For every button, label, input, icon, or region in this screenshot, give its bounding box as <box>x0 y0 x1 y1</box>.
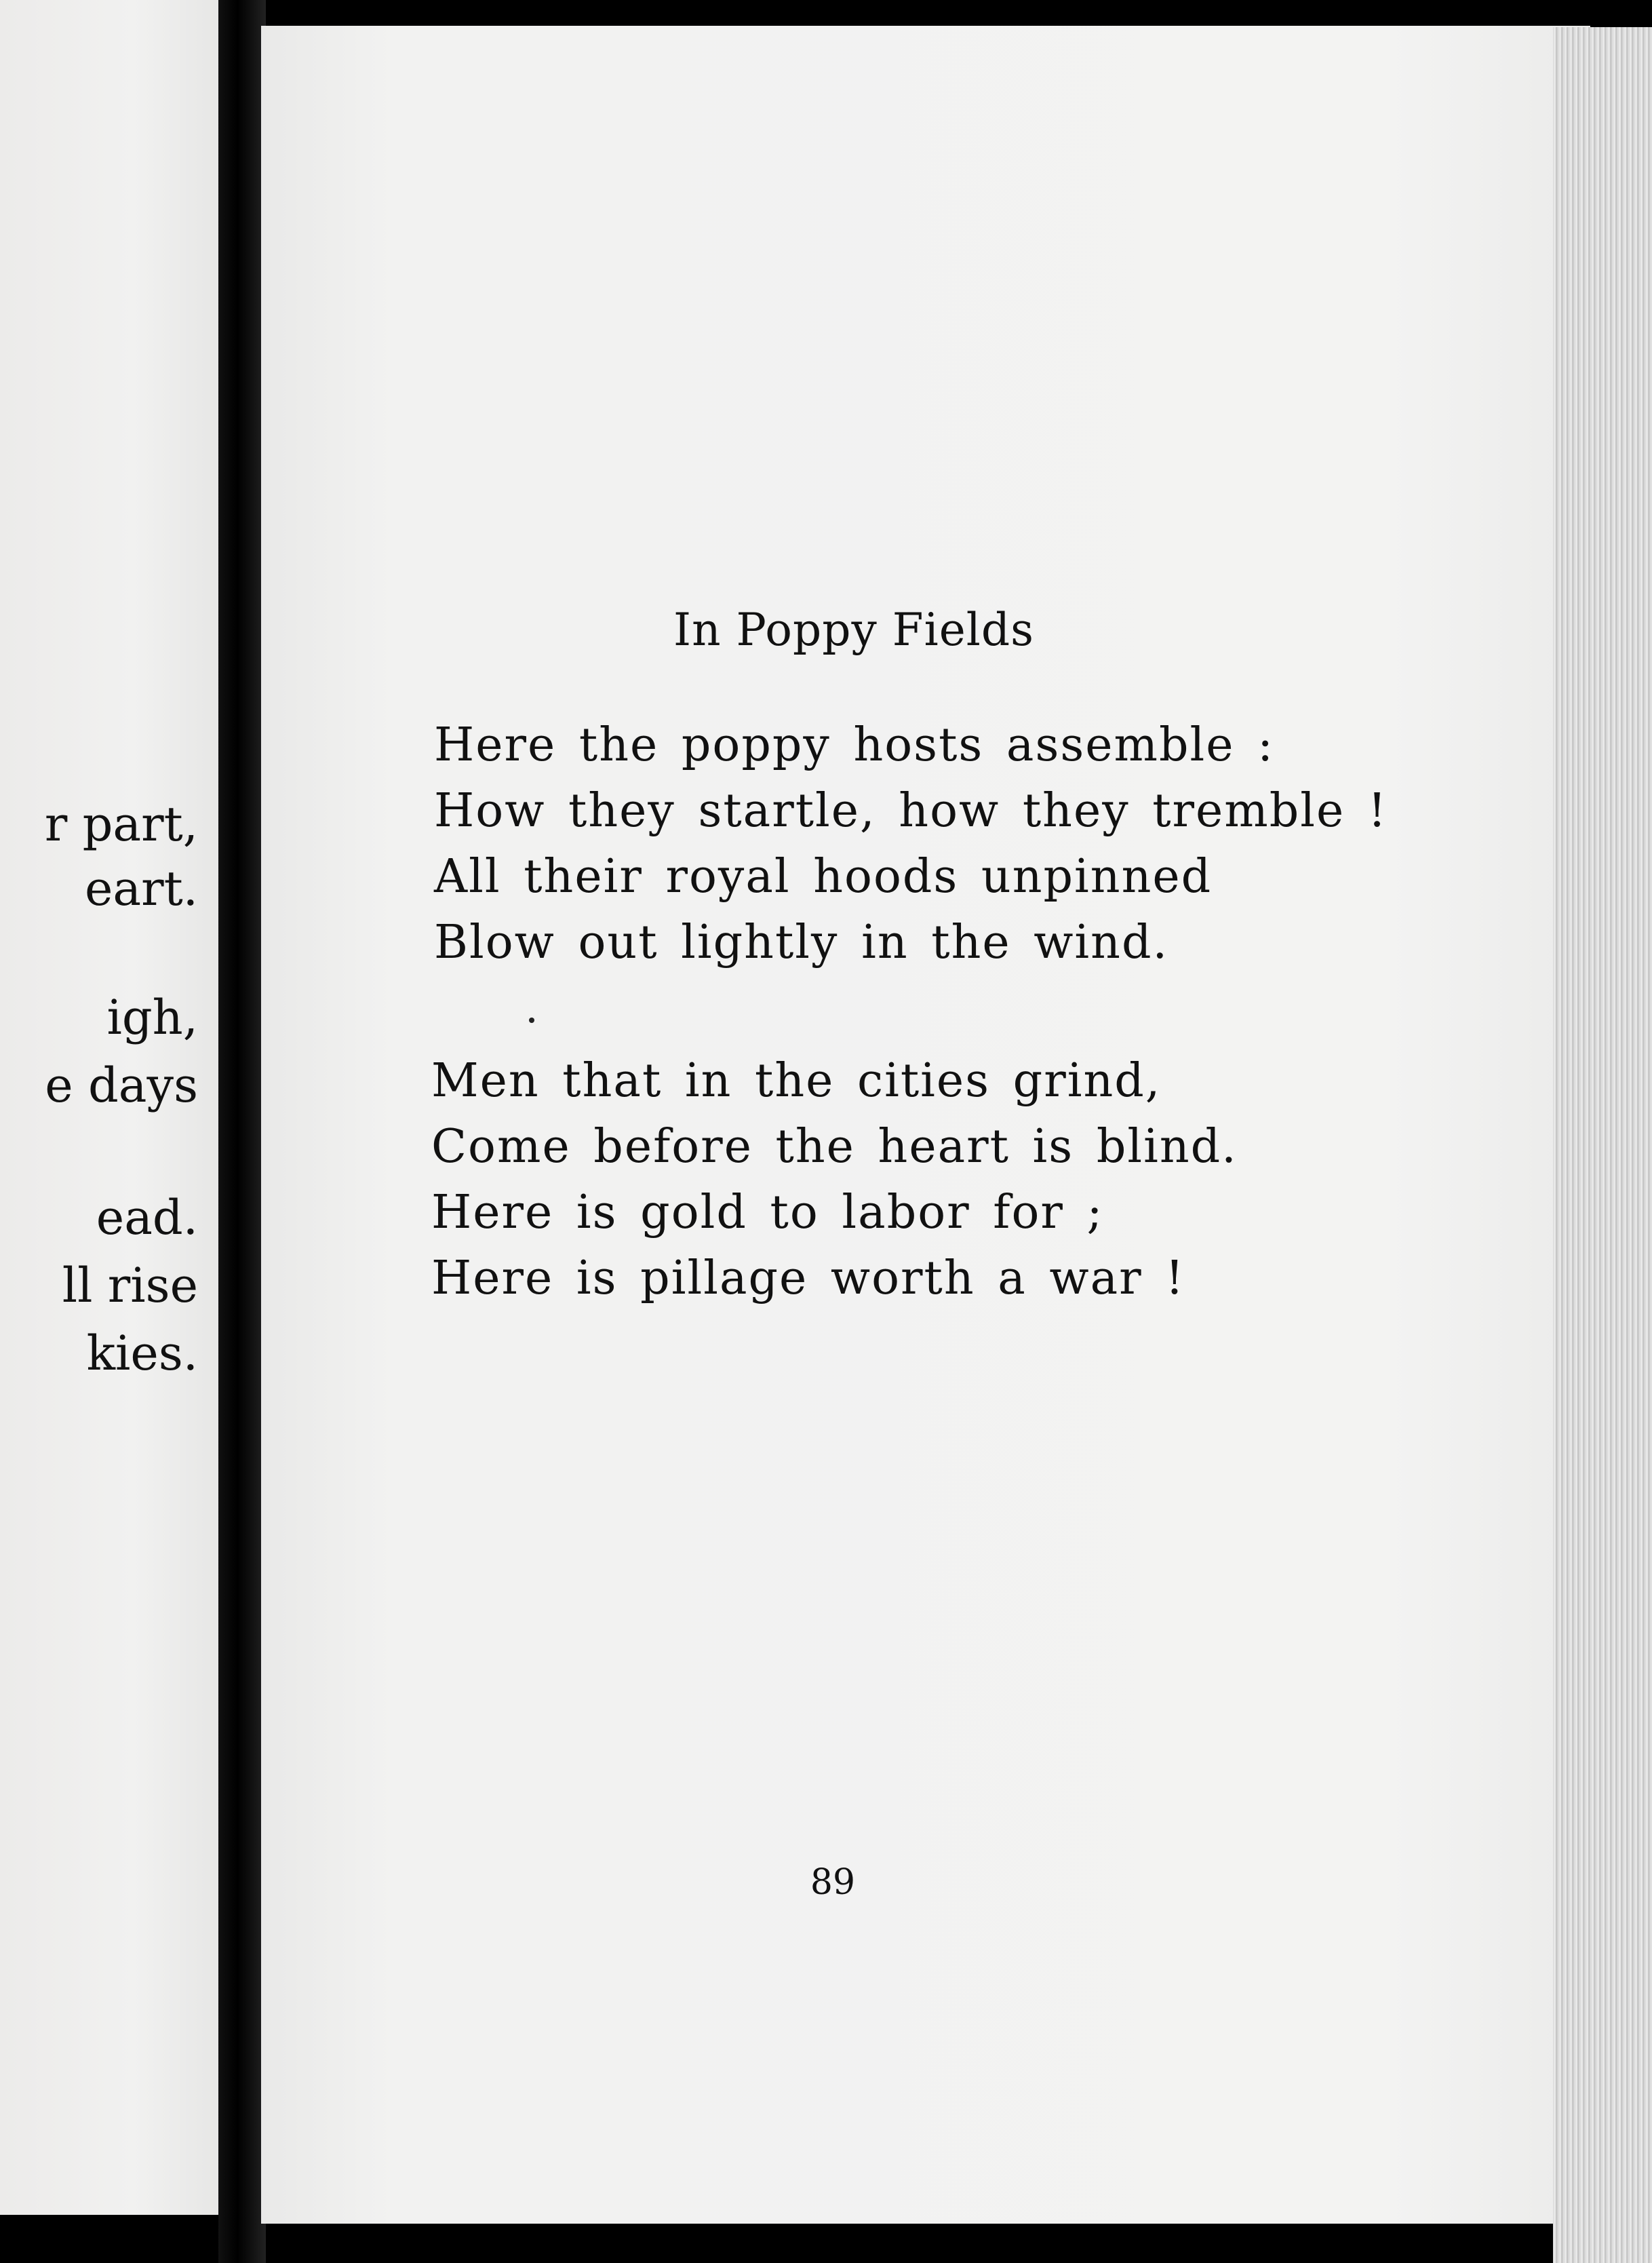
poem-title: In Poppy Fields <box>673 604 1034 656</box>
page-edges <box>1553 27 1652 2263</box>
left-page-line: igh, <box>106 990 198 1045</box>
poem-line: Men that in the cities grind, <box>431 1054 1162 1108</box>
page-number: 89 <box>810 1862 856 1903</box>
left-page-line: r part, <box>44 796 198 852</box>
poem-stanza-2 <box>431 1048 1238 1311</box>
left-page-line: kies. <box>86 1326 198 1381</box>
poem-stanza-1 <box>434 712 1388 975</box>
left-page-line: e days <box>45 1058 198 1113</box>
book-gutter <box>218 0 266 2263</box>
left-page-line: ll rise <box>62 1258 198 1313</box>
left-page-line: ead. <box>96 1190 198 1245</box>
poem-line: How they startle, how they tremble ! <box>434 784 1388 838</box>
poem-line: Here is gold to labor for ; <box>431 1186 1104 1239</box>
poem-line: Here the poppy hosts assemble : <box>434 718 1275 772</box>
ink-speck <box>529 1018 534 1023</box>
poem-line: Here is pillage worth a war ! <box>431 1252 1185 1305</box>
poem-line: Blow out lightly in the wind. <box>434 916 1169 969</box>
left-page-line: eart. <box>84 861 198 916</box>
poem-line: All their royal hoods unpinned <box>434 850 1213 904</box>
poem-line: Come before the heart is blind. <box>431 1120 1238 1174</box>
